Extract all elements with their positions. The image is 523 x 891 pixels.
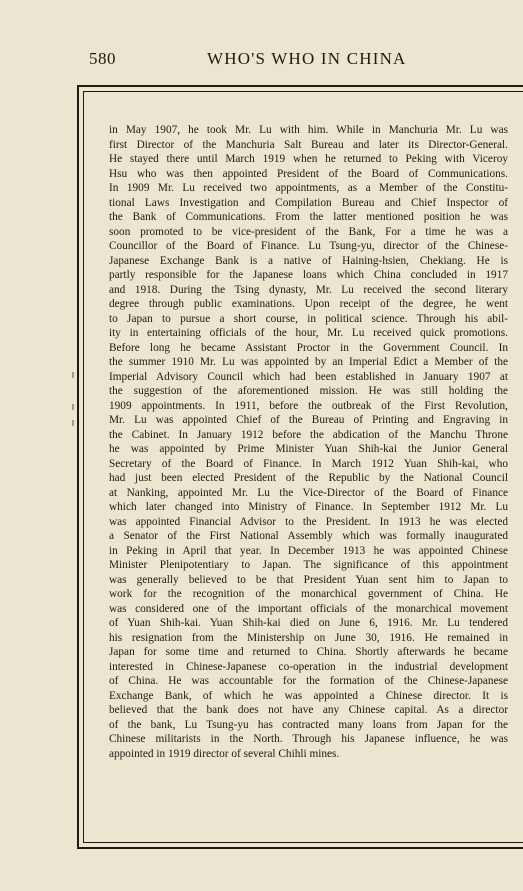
text-line: Minister Plenipotentiary to Japan. The significance of this appointment [109,559,508,571]
text-line: a Senator of the First National Assembly which was formally inaugurated [109,530,508,542]
margin-mark [72,404,74,410]
text-line: of the bank, Lu Tsung-yu has contracted many loans from Japan for the [109,718,508,731]
text-line: Japan for some time and returned to China. Shortly afterwards he became [109,646,508,658]
text-line: interested in Chinese-Japanese co-operation in the industrial development [109,660,508,673]
text-line: and 1918. During the Tsing dynasty, Mr. Lu received the second literary [109,283,508,296]
text-line: the Cabinet. In January 1912 before the abdication of the Manchu Throne [109,428,508,441]
text-line: 1909 appointments. In 1911, before the outbreak of the First Revolution, [109,399,508,412]
text-line: Secretary of the Board of Finance. In March 1912 Yuan Shih-kai, who [109,457,508,470]
text-line: in May 1907, he took Mr. Lu with him. While in Manchuria Mr. Lu was [109,124,508,136]
text-line: work for the recognition of the monarchical government of China. He [109,588,508,600]
text-line: in Peking in April that year. In December 1913 he was appointed Chinese [109,544,508,557]
text-line: tional Laws Investigation and Compilation Bureau and Chief Inspector of [109,196,508,209]
page-header [0,49,523,71]
text-line: at Nanking, appointed Mr. Lu the Vice-Director of the Board of Finance [109,486,508,499]
running-title: WHO'S WHO IN CHINA [207,49,407,68]
page-number: 580 [89,49,116,68]
text-line: Imperial Advisory Council which had been established in January 1907 at [109,370,508,383]
text-line: was considered one of the important officials of the monarchical movement [109,602,508,615]
text-line: ity in entertaining officials of the hour, Mr. Lu received quick promotions. [109,327,508,339]
margin-mark [72,420,74,426]
text-line: Japanese Exchange Bank is a native of Haining-hsien, Chekiang. He is [109,254,508,267]
text-line: the Bank of Communications. From the latter mentioned position he was [109,211,508,223]
text-line: partly responsible for the Japanese loans which China concluded in 1917 [109,269,508,281]
text-line: believed that the bank does not have any Chinese capital. As a director [109,704,508,716]
text-line: he was appointed by Prime Minister Yuan Shih-kai the Junior General [109,443,508,455]
text-line: of Yuan Shih-kai. Yuan Shih-kai died on June 6, 1916. Mr. Lu tendered [109,617,508,629]
text-line: first Director of the Manchuria Salt Bureau and later its Director-General. [109,138,508,151]
text-line: had just been elected President of the Republic by the National Council [109,472,508,484]
text-line: degree through public examinations. Upon receipt of the degree, he went [109,298,508,310]
text-line: Chinese militarists in the North. Through his Japanese influence, he was [109,733,508,745]
text-line: Hsu who was then appointed President of the Board of Communications. [109,167,508,180]
text-line: soon promoted to be vice-president of the Bank, For a time he was a [109,225,508,238]
biography-text [109,123,508,761]
text-line: was generally believed to be that President Yuan sent him to Japan to [109,573,508,586]
text-line: to Japan to pursue a short course, in political science. Through his abil- [109,312,508,325]
text-line: his resignation from the Ministership on June 30, 1916. He remained in [109,631,508,644]
text-line: He stayed there until March 1919 when he returned to Peking with Viceroy [109,153,508,165]
text-line: which later changed into Ministry of Finance. In September 1912 Mr. Lu [109,501,508,513]
text-line: the suggestion of the aforementioned mission. He was still holding the [109,385,508,397]
text-line: Councillor of the Board of Finance. Lu Tsung-yu, director of the Chinese- [109,240,508,252]
text-line: appointed in 1919 director of several Chihli mines. [109,747,340,760]
text-line: of China. He was accountable for the formation of the Chinese-Japanese [109,675,508,687]
text-line: In 1909 Mr. Lu received two appointments, as a Member of the Constitu- [109,182,508,194]
text-line: Exchange Bank, of which he was appointed a Chinese director. It is [109,689,508,702]
text-line: Before long he became Assistant Proctor in the Government Council. In [109,341,508,354]
margin-mark [72,372,74,378]
text-line: the summer 1910 Mr. Lu was appointed by an Imperial Edict a Member of the [109,356,508,368]
text-line: Mr. Lu was appointed Chief of the Bureau of Printing and Engraving in [109,414,508,426]
text-line: was appointed Financial Advisor to the President. In 1913 he was elected [109,515,508,528]
